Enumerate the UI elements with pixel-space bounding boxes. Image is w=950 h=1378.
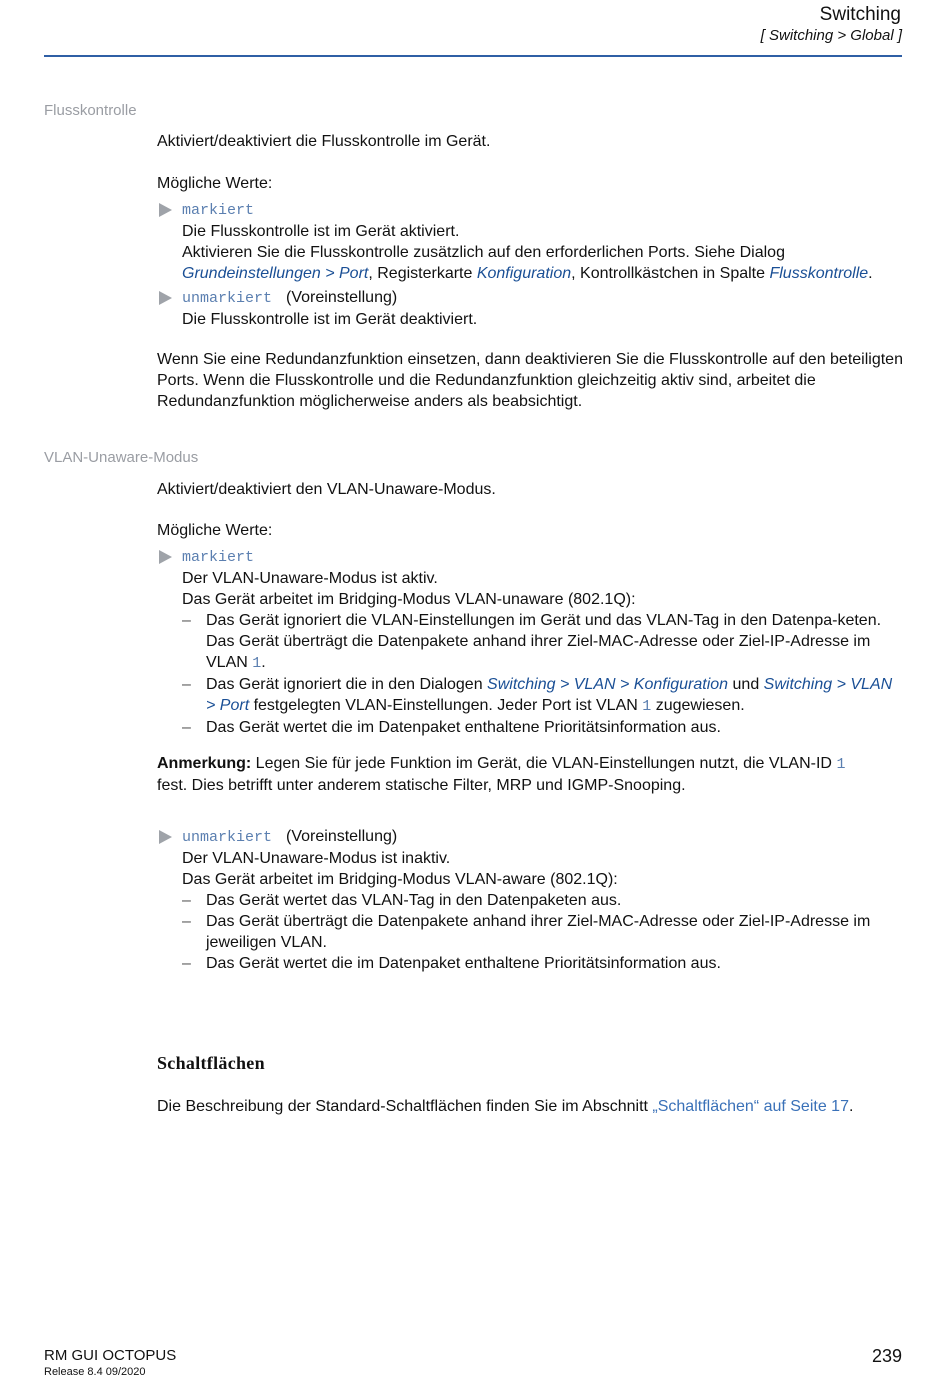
body-text: . — [848, 1098, 854, 1115]
option-description: Die Flusskontrolle ist im Gerät aktiviert. — [182, 223, 460, 240]
cross-reference-link[interactable]: „Schaltflächen“ auf Seite 17 — [652, 1098, 849, 1115]
vlan-id-code: 1 — [642, 698, 652, 715]
option-value-code: markiert — [182, 202, 255, 219]
page-number: 239 — [871, 1346, 902, 1366]
list-item: – Das Gerät wertet das VLAN-Tag in den Datenpaketen aus. — [182, 890, 905, 911]
vlan-option-unmarkiert — [157, 826, 905, 974]
vlan-aware-behavior-list — [182, 890, 905, 974]
option-description: Der VLAN-Unaware-Modus ist inaktiv. — [182, 850, 451, 867]
dialog-link[interactable]: Switching > VLAN > Port — [206, 676, 893, 714]
option-value-code: unmarkiert — [182, 829, 273, 846]
list-item — [182, 610, 905, 674]
footer-product: RM GUI OCTOPUS — [44, 1347, 177, 1364]
option-description: Das Gerät arbeitet im Bridging-Modus VLAN-aware (802.1Q): — [182, 871, 618, 888]
note-label: Anmerkung: — [157, 755, 252, 772]
vlan-note — [157, 753, 905, 796]
list-item — [182, 674, 905, 717]
list-item-text: und — [728, 676, 764, 693]
option-description: Die Flusskontrolle ist im Gerät deaktiviert. — [182, 311, 478, 328]
triangle-bullet-icon — [159, 291, 172, 305]
option-reference — [182, 263, 905, 284]
list-item-text: zugewiesen. — [651, 697, 745, 714]
option-description: Der VLAN-Unaware-Modus ist aktiv. — [182, 570, 438, 587]
vlan-id-code: 1 — [836, 756, 846, 773]
dialog-link[interactable]: Switching > VLAN > Konfiguration — [487, 676, 729, 693]
default-marker: (Voreinstellung) — [286, 289, 398, 306]
list-item: – Das Gerät wertet die im Datenpaket enthaltene Prioritätsinformation aus. — [182, 953, 905, 974]
option-description: Aktivieren Sie die Flusskontrolle zusätzlich auf den erforderlichen Ports. Siehe Dialog — [182, 244, 785, 261]
list-item: – Das Gerät wertet die im Datenpaket enthaltene Prioritätsinformation aus. — [182, 717, 905, 738]
reference-text: , Registerkarte — [368, 265, 477, 282]
option-value-code: markiert — [182, 549, 255, 566]
option-value-code: unmarkiert — [182, 290, 273, 307]
list-item-text: Das Gerät ignoriert die VLAN-Einstellungen im Gerät und das VLAN-Tag in den Datenpa-keten. Das Gerät überträgt die Datenpakete anhand ihrer Ziel-MAC-Adresse oder Ziel-IP-Adresse im VLAN — [206, 612, 882, 671]
vlan-option-markiert — [157, 546, 905, 738]
header-divider — [44, 55, 902, 57]
section-label-vlan-unaware: VLAN-Unaware-Modus — [44, 449, 199, 466]
flusskontrolle-option-markiert — [157, 199, 905, 284]
default-marker: (Voreinstellung) — [286, 828, 398, 845]
tab-link[interactable]: Konfiguration — [476, 265, 572, 282]
triangle-bullet-icon — [159, 830, 172, 844]
reference-text: . — [868, 265, 873, 282]
note-text: fest. Dies betrifft unter anderem statische Filter, MRP und IGMP-Snooping. — [157, 777, 686, 794]
body-text: Die Beschreibung der Standard-Schaltflächen finden Sie im Abschnitt — [157, 1098, 653, 1115]
flusskontrolle-option-unmarkiert — [157, 287, 905, 330]
breadcrumb: [ Switching > Global ] — [760, 27, 902, 44]
vlan-id-code: 1 — [252, 655, 262, 672]
list-item-text: Das Gerät ignoriert die in den Dialogen — [206, 676, 488, 693]
vlan-values-label: Mögliche Werte: — [157, 522, 273, 539]
flusskontrolle-description: Aktiviert/deaktiviert die Flusskontrolle im Gerät. — [157, 133, 491, 150]
dialog-link[interactable]: Grundeinstellungen > Port — [182, 265, 369, 282]
buttons-section-text — [157, 1096, 905, 1117]
list-item: – Das Gerät überträgt die Datenpakete anhand ihrer Ziel-MAC-Adresse oder Ziel-IP-Adresse im jeweiligen VLAN. — [182, 911, 905, 953]
triangle-bullet-icon — [159, 550, 172, 564]
list-item-text: festgelegten VLAN-Einstellungen. Jeder Port ist VLAN — [249, 697, 643, 714]
footer-release: Release 8.4 09/2020 — [44, 1366, 146, 1378]
note-text: Legen Sie für jede Funktion im Gerät, die VLAN-Einstellungen nutzt, die VLAN-ID — [251, 755, 837, 772]
section-heading-buttons: Schaltflächen — [157, 1053, 265, 1073]
chapter-title: Switching — [819, 4, 901, 25]
vlan-unaware-behavior-list — [182, 610, 905, 738]
list-item-text: . — [261, 654, 266, 671]
reference-text: , Kontrollkästchen in Spalte — [571, 265, 770, 282]
flusskontrolle-note: Wenn Sie eine Redundanzfunktion einsetzen, dann deaktivieren Sie die Flusskontrolle auf den beteiligten Ports. Wenn die Flusskontrolle und die Redundanzfunktion gleichzeitig aktiv sind, arbeitet die Redundanzfunktion möglicherweise anders als beabsichtigt. — [157, 351, 903, 410]
section-label-flusskontrolle: Flusskontrolle — [44, 102, 137, 119]
vlan-description: Aktiviert/deaktiviert den VLAN-Unaware-Modus. — [157, 481, 496, 498]
column-link[interactable]: Flusskontrolle — [769, 265, 869, 282]
flusskontrolle-values-label: Mögliche Werte: — [157, 175, 273, 192]
option-description: Das Gerät arbeitet im Bridging-Modus VLAN-unaware (802.1Q): — [182, 591, 636, 608]
triangle-bullet-icon — [159, 203, 172, 217]
